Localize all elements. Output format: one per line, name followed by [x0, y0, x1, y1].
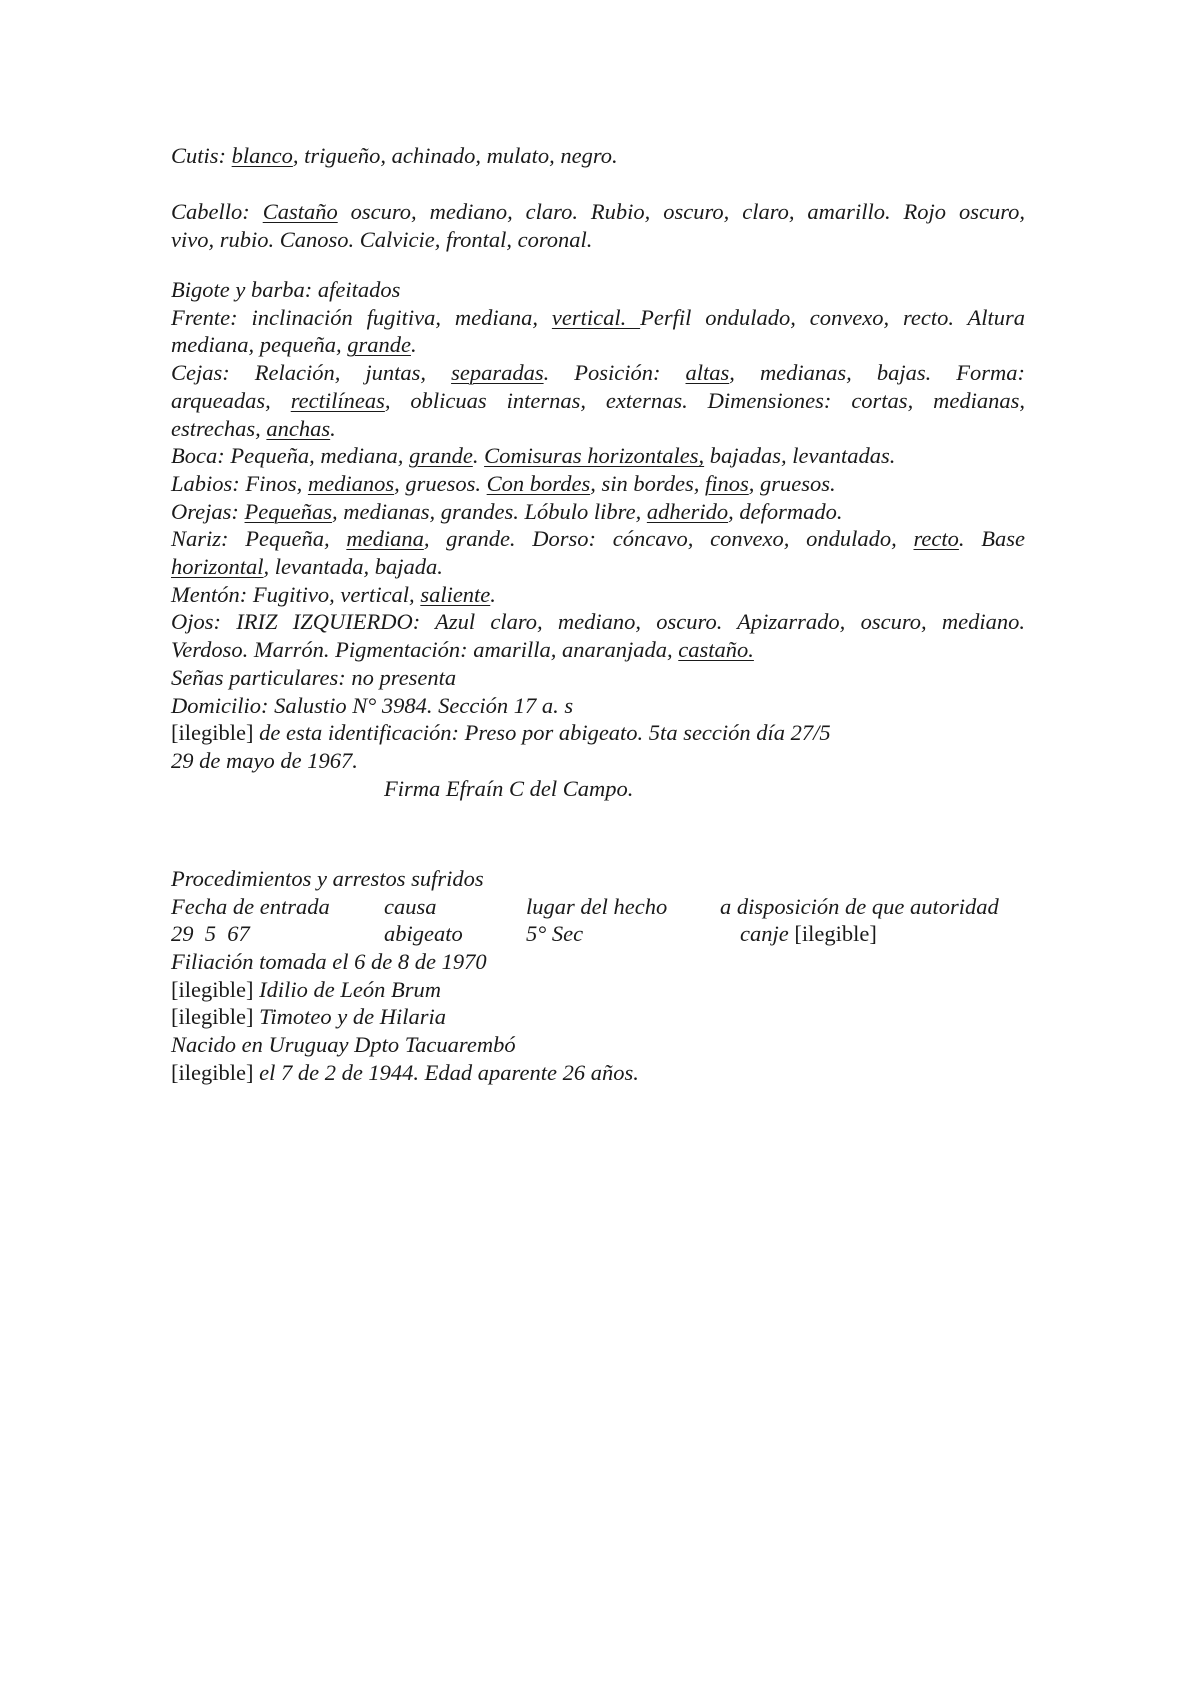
- senas-line: Señas particulares: no presenta: [171, 664, 457, 690]
- row-lugar: 5° Sec: [526, 921, 584, 947]
- cejas-posicion: . Posición:: [543, 360, 686, 386]
- boca-end: bajadas, levantadas.: [704, 443, 896, 469]
- madre-text: Timoteo y de Hilaria: [253, 1004, 446, 1030]
- labios-sin-bordes: , sin bordes,: [590, 470, 705, 496]
- motivo-line: [171, 719, 1025, 747]
- labios-selected-medianos: medianos: [307, 470, 395, 496]
- cabello-section: [171, 198, 1025, 253]
- boca-text: Boca: Pequeña, mediana,: [171, 443, 410, 469]
- ojos-line-1: Ojos: IRIZ IZQUIERDO: Azul claro, mediano, oscuro. Apizarrado, oscuro, mediano.: [171, 609, 1025, 635]
- nariz-selected-mediana: mediana: [346, 526, 424, 552]
- nacimiento-text: el 7 de 2 de 1944. Edad aparente 26 años.: [253, 1059, 639, 1085]
- menton-text: Mentón: Fugitivo, vertical,: [171, 581, 421, 607]
- orejas-end: , deformado.: [728, 498, 843, 524]
- cutis-label: Cutis:: [171, 143, 232, 168]
- frente-perfil: Perfil ondulado, convexo, recto. Altura: [640, 304, 1025, 330]
- frente-end: .: [410, 332, 417, 358]
- description-block: [171, 276, 1025, 802]
- cabello-line-1: [171, 198, 1025, 226]
- menton-selected-saliente: saliente: [420, 581, 491, 607]
- cabello-selected: Castaño: [262, 199, 338, 224]
- frente-altura: mediana, pequeña,: [171, 332, 348, 358]
- illegible-marker: [ilegible]: [171, 720, 254, 746]
- nariz-selected-recto: recto: [913, 526, 959, 552]
- boca-selected-comisuras: Comisuras horizontales,: [484, 443, 705, 469]
- madre-line: [171, 1003, 1025, 1031]
- padre-line: [171, 976, 1025, 1004]
- cejas-end: .: [330, 415, 336, 441]
- nariz-dorso: , grande. Dorso: cóncavo, convexo, ondulado,: [423, 526, 914, 552]
- orejas-line: [171, 498, 1025, 526]
- nariz-text: Nariz: Pequeña,: [171, 526, 347, 552]
- frente-line-2: [171, 331, 1025, 359]
- filiacion-line: Filiación tomada el 6 de 8 de 1970: [171, 949, 487, 975]
- illegible-marker: [ilegible]: [171, 1059, 254, 1085]
- frente-selected-grande: grande: [347, 332, 411, 358]
- nacido-line: Nacido en Uruguay Dpto Tacuarembó: [171, 1032, 516, 1058]
- nariz-line-1: [171, 525, 1025, 553]
- cejas-dimensiones: , oblicuas internas, externas. Dimensiones: cortas, medianas,: [384, 387, 1025, 413]
- orejas-selected-pequenas: Pequeñas: [244, 498, 333, 524]
- illegible-marker: [ilegible]: [788, 921, 877, 947]
- cutis-section: [171, 142, 1025, 170]
- bigote-line: Bigote y barba: afeitados: [171, 277, 401, 302]
- header-autoridad: a disposición de que autoridad: [720, 893, 999, 919]
- boca-line: [171, 442, 1025, 470]
- labios-line: [171, 470, 1025, 498]
- labios-end: , gruesos.: [748, 470, 836, 496]
- cejas-line-3: [171, 415, 1025, 443]
- cabello-options: oscuro, mediano, claro. Rubio, oscuro, claro, amarillo. Rojo oscuro,: [337, 199, 1025, 224]
- cejas-line-1: [171, 359, 1025, 387]
- cabello-line-2: vivo, rubio. Canoso. Calvicie, frontal, coronal.: [171, 226, 593, 252]
- header-lugar: lugar del hecho: [526, 893, 668, 919]
- cejas-selected-separadas: separadas: [451, 360, 544, 386]
- row-autoridad: [740, 920, 877, 948]
- procedimientos-header-row: [171, 893, 1025, 921]
- cejas-forma: , medianas, bajas. Forma:: [729, 360, 1025, 386]
- frente-line-1: [171, 304, 1025, 332]
- procedimientos-data-row: [171, 920, 1025, 948]
- orejas-selected-adherido: adherido: [646, 498, 729, 524]
- cutis-selected: blanco: [231, 143, 293, 168]
- menton-end: .: [490, 581, 496, 607]
- nariz-base: . Base: [958, 526, 1025, 552]
- labios-selected-con-bordes: Con bordes: [486, 470, 591, 496]
- nariz-selected-horizontal: horizontal: [171, 554, 264, 580]
- orejas-lobulo: , medianas, grandes. Lóbulo libre,: [332, 498, 647, 524]
- menton-line: [171, 581, 1025, 609]
- labios-text: Labios: Finos,: [171, 470, 308, 496]
- nacimiento-line: [171, 1059, 1025, 1087]
- cejas-estrechas: estrechas,: [171, 415, 267, 441]
- row-causa: abigeato: [384, 921, 463, 947]
- fecha-line: 29 de mayo de 1967.: [171, 747, 358, 773]
- padre-text: Idilio de León Brum: [253, 976, 441, 1002]
- procedimientos-section: [171, 865, 1025, 1087]
- orejas-label: Orejas:: [171, 498, 245, 524]
- nariz-end: , levantada, bajada.: [263, 554, 443, 580]
- labios-gruesos: , gruesos.: [394, 470, 487, 496]
- frente-selected-vertical: vertical.: [551, 304, 641, 330]
- motivo-text: de esta identificación: Preso por abigeato. 5ta sección día 27/5: [253, 720, 831, 746]
- illegible-marker: [ilegible]: [171, 976, 254, 1002]
- cabello-label: Cabello:: [171, 199, 263, 224]
- cejas-text: Cejas: Relación, juntas,: [171, 360, 452, 386]
- cutis-line: [171, 142, 1025, 170]
- row-fecha: 29 5 67: [171, 921, 250, 947]
- domicilio-line: Domicilio: Salustio N° 3984. Sección 17 a. s: [171, 692, 574, 718]
- ojos-line-2: [171, 636, 1025, 664]
- boca-selected-grande: grande: [409, 443, 473, 469]
- cutis-options: , trigueño, achinado, mulato, negro.: [292, 143, 618, 168]
- labios-selected-finos: finos: [705, 470, 749, 496]
- nariz-line-2: [171, 553, 1025, 581]
- illegible-marker: [ilegible]: [171, 1004, 254, 1030]
- header-causa: causa: [384, 893, 437, 919]
- cejas-arqueadas: arqueadas,: [171, 387, 291, 413]
- ojos-pigmentacion: Verdoso. Marrón. Pigmentación: amarilla, anaranjada,: [171, 637, 679, 663]
- boca-sep: .: [472, 443, 485, 469]
- firma-line: Firma Efraín C del Campo.: [384, 775, 634, 801]
- ojos-selected-castano: castaño.: [678, 637, 754, 663]
- frente-text: Frente: inclinación fugitiva, mediana,: [171, 304, 552, 330]
- cejas-selected-rectilineas: rectilíneas: [290, 387, 385, 413]
- header-fecha: Fecha de entrada: [171, 893, 330, 919]
- procedimientos-title: Procedimientos y arrestos sufridos: [171, 866, 484, 891]
- cejas-line-2: [171, 387, 1025, 415]
- cejas-selected-anchas: anchas: [266, 415, 331, 441]
- row-autoridad-text: canje: [740, 921, 789, 947]
- cejas-selected-altas: altas: [685, 360, 730, 386]
